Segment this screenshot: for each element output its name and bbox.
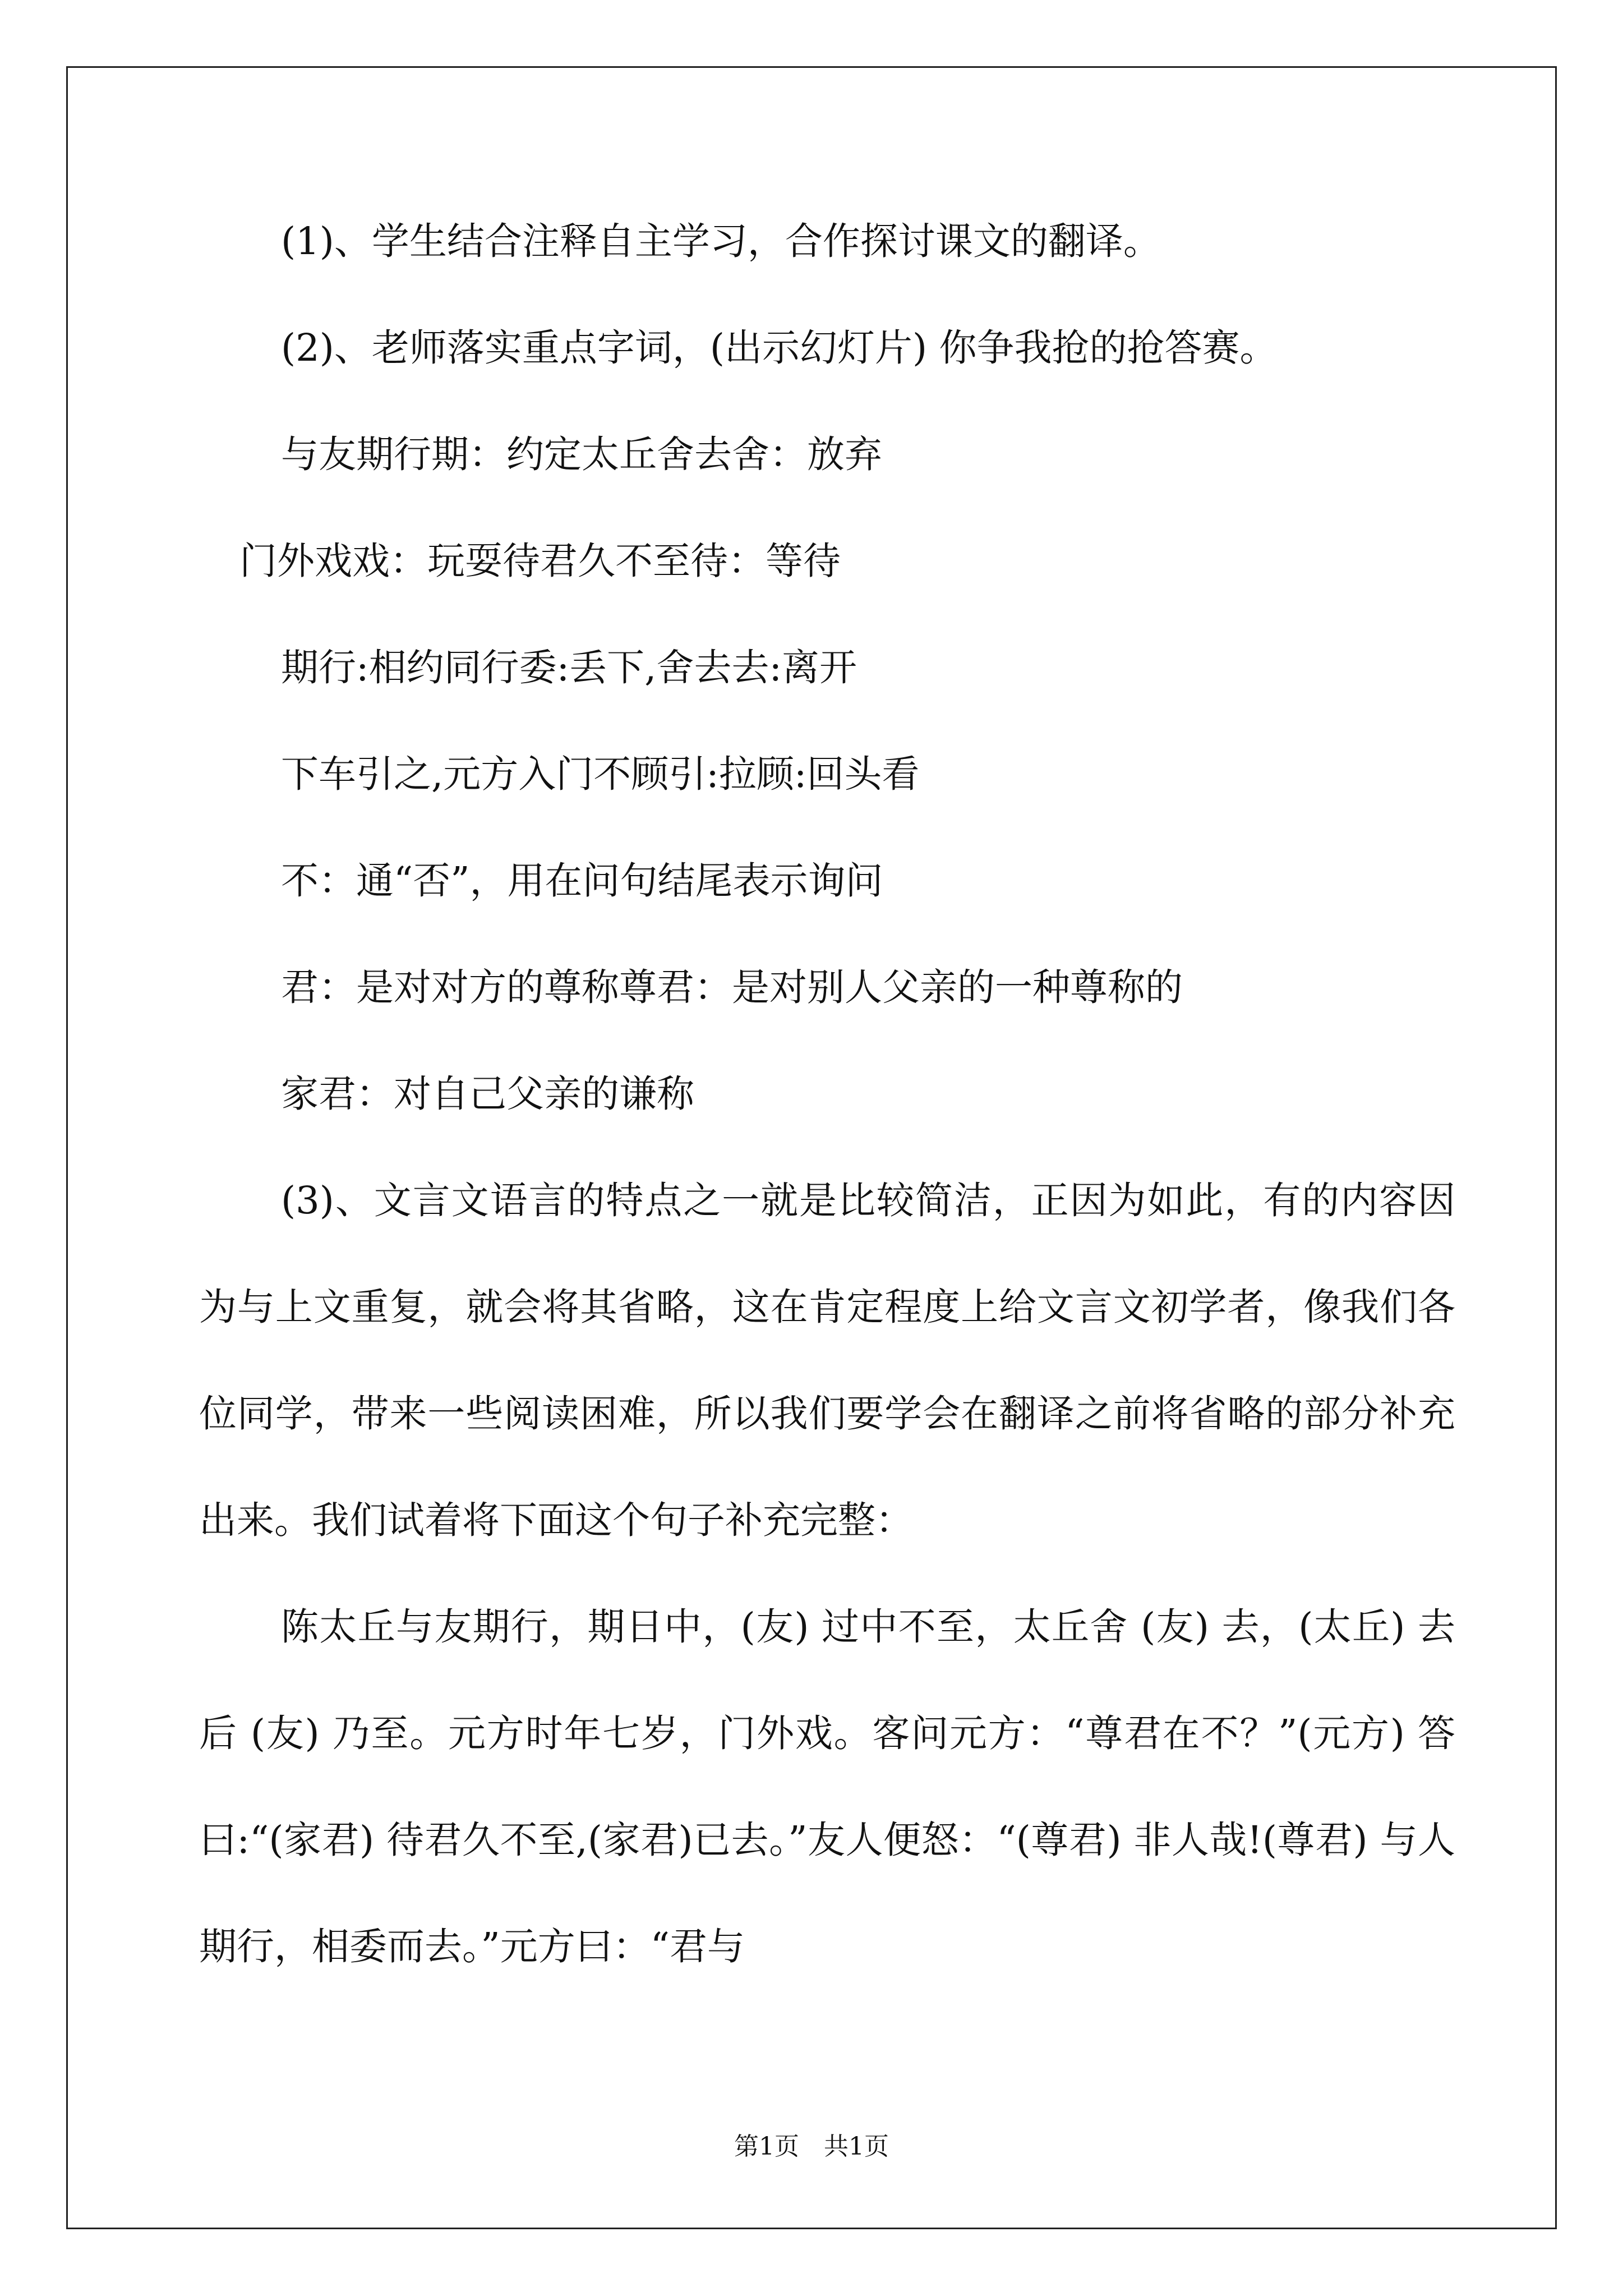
text-line-6: 下车引之,元方入门不顾引:拉顾:回头看 (281, 752, 920, 796)
text-line-3: 与友期行期：约定太丘舍去舍：放弃 (281, 432, 882, 476)
text-line-2: (2)、老师落实重点字词，(出示幻灯片) 你争我抢的抢答赛。 (281, 326, 1278, 370)
paragraph-4: 陈太丘与友期行，期日中，(友) 过中不至，太丘舍 (友) 去，(太丘) 去后 (友) 乃至。元方时年七岁，门外戏。客问元方：“尊君在不？”(元方) 答曰:“(家君) 待君久不至,(家君)已去。”友人便怒：“(尊君) 非人哉!(尊君) 与人期行，相委而去。”元方曰：“君与 (199, 1605, 1455, 1968)
paragraph-3: (3)、文言文语言的特点之一就是比较简洁，正因为如此，有的内容因为与上文重复，就会将其省略，这在肯定程度上给文言文初学者，像我们各位同学，带来一些阅读困难，所以我们要学会在翻译之前将省略的部分补充出来。我们试着将下面这个句子补充完整： (199, 1179, 1455, 1542)
document-body (199, 220, 1455, 2000)
text-line-7: 不：通“否”，用在问句结尾表示询问 (281, 859, 883, 903)
text-line-4: 门外戏戏：玩耍待君久不至待：等待 (239, 539, 841, 583)
text-line-8: 君：是对对方的尊称尊君：是对别人父亲的一种尊称的 (281, 965, 1183, 1009)
text-line-1: (1)、学生结合注释自主学习，合作探讨课文的翻译。 (281, 219, 1161, 263)
text-line-5: 期行:相约同行委:丢下,舍去去:离开 (281, 646, 857, 689)
page-number-footer: 第1页 共1页 (734, 2132, 889, 2161)
text-line-9: 家君：对自己父亲的谦称 (281, 1072, 694, 1116)
